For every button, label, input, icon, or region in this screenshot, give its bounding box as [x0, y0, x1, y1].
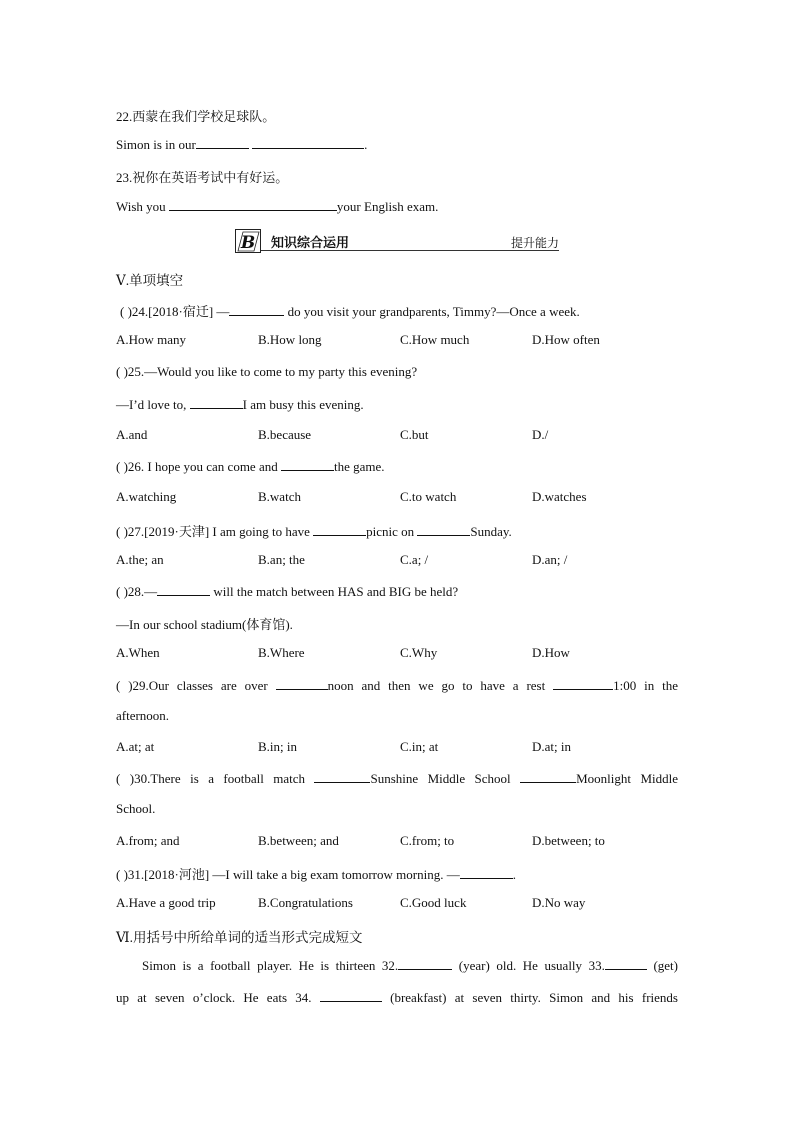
question-28-line2: —In our school stadium(体育馆). [116, 617, 293, 632]
question-30: ( )30.There is a football match Sunshine Middle School Moonlight Middle [116, 771, 678, 786]
question-24: ( )24.[2018·宿迁] — do you visit your grandparents, Timmy?—Once a week. [120, 304, 580, 319]
option-b[interactable]: B.Congratulations [258, 895, 353, 910]
option-d[interactable]: D.How [532, 645, 570, 660]
option-a[interactable]: A.watching [116, 489, 177, 504]
option-b[interactable]: B.watch [258, 489, 301, 504]
option-b[interactable]: B.an; the [258, 552, 305, 567]
banner-title: 知识综合运用 [271, 236, 350, 251]
option-c[interactable]: C.a; / [400, 552, 429, 567]
option-d[interactable]: D.at; in [532, 739, 571, 754]
answer-blank[interactable] [276, 677, 328, 690]
svg-text:B: B [240, 233, 256, 253]
option-a[interactable]: A.and [116, 427, 148, 442]
option-b[interactable]: B.in; in [258, 739, 298, 754]
option-d[interactable]: D./ [532, 427, 549, 442]
question-29: ( )29.Our classes are over noon and then we go to have a rest 1:00 in the [116, 678, 678, 693]
passage-line-1: Simon is a football player. He is thirteen 32. (year) old. He usually 33. (get) [142, 958, 678, 973]
answer-blank[interactable] [157, 583, 210, 596]
answer-blank[interactable] [190, 396, 243, 409]
option-c[interactable]: C.but [400, 427, 429, 442]
option-b[interactable]: B.Where [258, 645, 305, 660]
option-c[interactable]: C.from; to [400, 833, 455, 848]
option-d[interactable]: D.How often [532, 332, 600, 347]
option-a[interactable]: A.Have a good trip [116, 895, 216, 910]
option-b[interactable]: B.between; and [258, 833, 339, 848]
answer-blank[interactable] [229, 303, 284, 316]
answer-blank[interactable] [398, 957, 452, 970]
option-c[interactable]: C.Good luck [400, 895, 467, 910]
answer-blank[interactable] [553, 677, 613, 690]
answer-blank[interactable] [460, 866, 513, 879]
q23-english: Wish you your English exam. [116, 199, 439, 214]
section-title: Ⅴ.单项填空 [116, 273, 184, 288]
question-29-line2: afternoon. [116, 708, 170, 723]
option-c[interactable]: C.How much [400, 332, 470, 347]
answer-blank[interactable] [252, 136, 364, 149]
option-a[interactable]: A.When [116, 645, 160, 660]
answer-blank[interactable] [169, 198, 337, 211]
option-b[interactable]: B.because [258, 427, 312, 442]
option-a[interactable]: A.at; at [116, 739, 155, 754]
answer-blank[interactable] [314, 770, 370, 783]
option-c[interactable]: C.in; at [400, 739, 439, 754]
option-a[interactable]: A.from; and [116, 833, 180, 848]
q22-chinese: 22.西蒙在我们学校足球队。 [116, 109, 276, 124]
section-title: Ⅵ.用括号中所给单词的适当形式完成短文 [116, 930, 363, 945]
question-28: ( )28.— will the match between HAS and BIG be held? [116, 584, 459, 599]
option-c[interactable]: C.Why [400, 645, 438, 660]
question-26: ( )26. I hope you can come and the game. [116, 459, 385, 474]
q22-english: Simon is in our . [116, 137, 368, 152]
question-25: ( )25.—Would you like to come to my party this evening? [116, 364, 418, 379]
option-b[interactable]: B.How long [258, 332, 322, 347]
question-25-line2: —I’d love to, I am busy this evening. [116, 397, 364, 412]
answer-blank[interactable] [313, 523, 366, 536]
answer-blank[interactable] [281, 458, 334, 471]
answer-blank[interactable] [196, 136, 249, 149]
question-31: ( )31.[2018·河池] —I will take a big exam tomorrow morning. — . [116, 867, 516, 882]
option-c[interactable]: C.to watch [400, 489, 457, 504]
option-a[interactable]: A.How many [116, 332, 187, 347]
option-d[interactable]: D.between; to [532, 833, 605, 848]
option-a[interactable]: A.the; an [116, 552, 164, 567]
b-logo-icon [235, 229, 261, 253]
answer-blank[interactable] [520, 770, 576, 783]
answer-blank[interactable] [417, 523, 470, 536]
banner-subtitle: 提升能力 [510, 236, 559, 250]
option-d[interactable]: D.No way [532, 895, 586, 910]
option-d[interactable]: D.an; / [532, 552, 568, 567]
option-d[interactable]: D.watches [532, 489, 587, 504]
question-27: ( )27.[2019·天津] I am going to have picnic on Sunday. [116, 524, 512, 539]
section-banner [235, 229, 559, 253]
answer-blank[interactable] [320, 989, 382, 1002]
answer-blank[interactable] [605, 957, 647, 970]
q23-chinese: 23.祝你在英语考试中有好运。 [116, 170, 289, 185]
question-30-line2: School. [116, 801, 156, 816]
passage-line-2: up at seven o’clock. He eats 34. (breakfast) at seven thirty. Simon and his friends [116, 990, 678, 1005]
